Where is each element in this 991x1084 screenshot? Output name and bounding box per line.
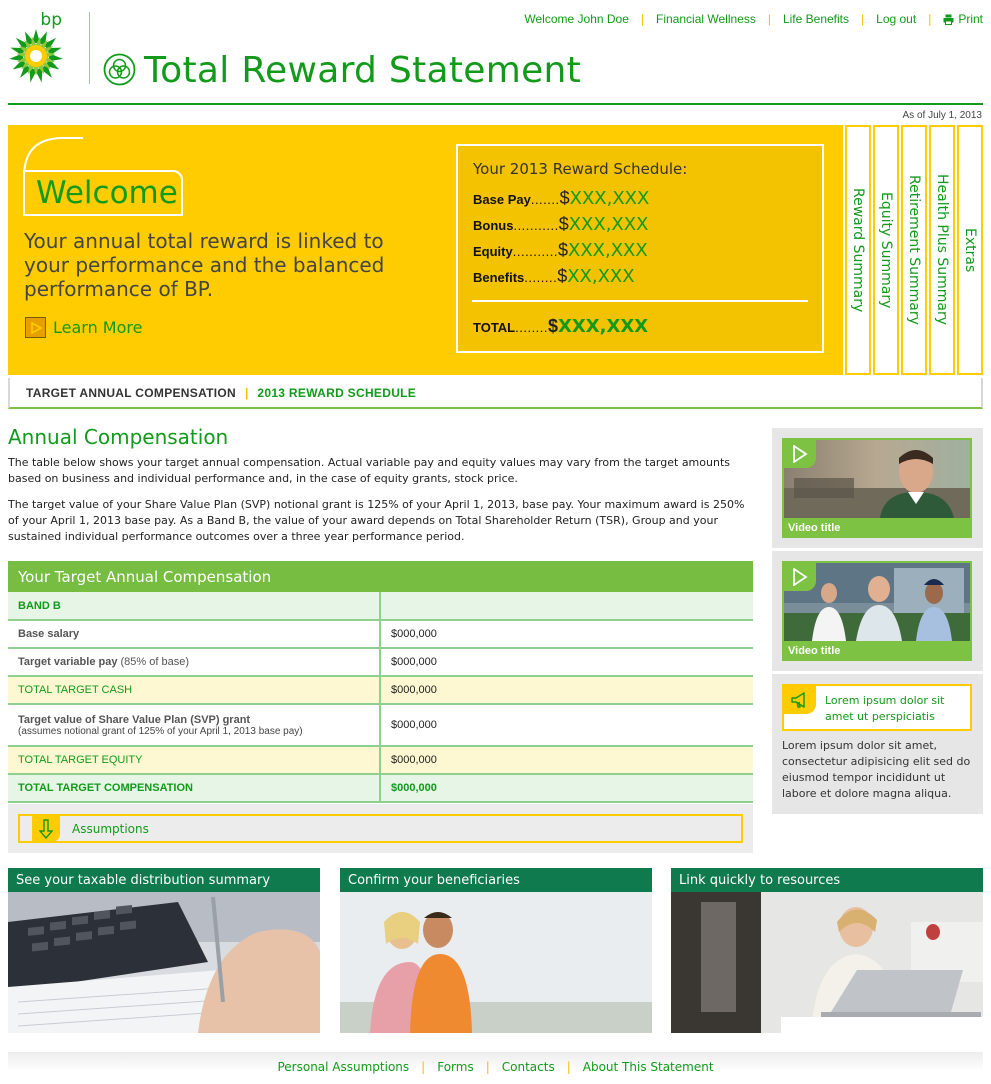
- schedule-divider: [472, 300, 808, 302]
- video-card-1[interactable]: [782, 438, 972, 538]
- learn-more-label: Learn More: [53, 318, 143, 337]
- bp-logo-text: bp: [40, 10, 62, 30]
- video-panel-1: [772, 428, 983, 548]
- schedule-currency: $: [548, 316, 559, 336]
- video-panel-2: [772, 551, 983, 671]
- hero-body-text: Your annual total reward is linked to your performance and the balanced performance of BP.: [24, 229, 385, 301]
- tab-label: Extras: [962, 227, 978, 273]
- row-value: $000,000: [380, 620, 753, 648]
- row-label-sub: (assumes notional grant of 125% of your April 1, 2013 base pay): [18, 725, 303, 737]
- section-subnav: [8, 378, 983, 409]
- compensation-table-panel: [8, 561, 753, 803]
- tab-health-plus-summary[interactable]: [929, 125, 955, 375]
- schedule-currency: $: [558, 214, 569, 234]
- row-value: $000,000: [380, 704, 753, 746]
- assumptions-toggle[interactable]: [18, 814, 743, 843]
- tab-reward-summary[interactable]: [845, 125, 871, 375]
- top-nav: [524, 12, 983, 26]
- tab-equity-summary[interactable]: [873, 125, 899, 375]
- table-row-base-salary: [8, 620, 753, 648]
- row-value: $000,000: [380, 676, 753, 704]
- nav-separator: |: [928, 12, 932, 26]
- card-title: Link quickly to resources: [671, 868, 983, 892]
- footer-link-contacts[interactable]: Contacts: [501, 1060, 555, 1074]
- row-label: TOTAL TARGET EQUITY: [8, 746, 380, 774]
- card-taxable-distribution[interactable]: [8, 868, 320, 1033]
- promo-panel: [772, 674, 983, 814]
- schedule-label: Benefits: [473, 270, 525, 285]
- video-card-2[interactable]: [782, 561, 972, 661]
- schedule-dots: ...........: [513, 218, 559, 233]
- row-value: $000,000: [380, 746, 753, 774]
- nav-separator: |: [767, 12, 771, 26]
- footer-separator: |: [485, 1060, 490, 1074]
- row-label: Base salary: [8, 620, 380, 648]
- card-title: Confirm your beneficiaries: [340, 868, 652, 892]
- row-label-text: Target variable pay: [18, 656, 118, 668]
- schedule-row-benefits: [473, 266, 635, 287]
- table-row-band: [8, 592, 753, 620]
- schedule-total-amount: XXX,XXX: [558, 316, 649, 337]
- band-value: [380, 592, 753, 620]
- schedule-label: Equity: [473, 244, 513, 259]
- row-label: [8, 704, 380, 746]
- section-title: Annual Compensation: [8, 425, 229, 449]
- subnav-separator: |: [245, 385, 249, 400]
- row-label-note: (85% of base): [120, 656, 189, 668]
- nav-separator: |: [861, 12, 865, 26]
- tab-label: Health Plus Summary: [934, 174, 950, 326]
- learn-more-button[interactable]: [25, 317, 142, 338]
- schedule-title: Your 2013 Reward Schedule:: [473, 160, 688, 178]
- promo-callout[interactable]: [782, 684, 972, 731]
- schedule-row-equity: [473, 240, 648, 261]
- header-rule: [8, 103, 983, 105]
- schedule-dots: ........: [524, 270, 558, 285]
- bp-logo[interactable]: [8, 10, 64, 84]
- promo-body: Lorem ipsum dolor sit amet, consectetur adipisicing elit sed do eiusmod tempor incididunt ut labore et dolore magna aliqua.: [782, 739, 971, 800]
- schedule-currency: $: [557, 266, 568, 286]
- schedule-amount: XX,XXX: [567, 266, 635, 287]
- band-label: BAND B: [8, 592, 380, 620]
- subnav-reward-schedule[interactable]: 2013 REWARD SCHEDULE: [257, 385, 417, 400]
- welcome-title: Welcome: [36, 175, 178, 211]
- footer-separator: |: [566, 1060, 571, 1074]
- row-value: $000,000: [380, 648, 753, 676]
- helios-icon: [8, 28, 64, 84]
- welcome-user-link[interactable]: Welcome John Doe: [524, 12, 629, 26]
- print-link[interactable]: [943, 12, 983, 26]
- arrow-down-icon: [32, 815, 60, 842]
- card-beneficiaries[interactable]: [340, 868, 652, 1033]
- tab-retirement-summary[interactable]: [901, 125, 927, 375]
- page-title: Total Reward Statement: [144, 50, 582, 91]
- table-row-total-equity: [8, 746, 753, 774]
- schedule-row-base-pay: [473, 188, 649, 209]
- tab-label: Reward Summary: [850, 187, 866, 313]
- card-image-laptop: [671, 892, 983, 1033]
- assumptions-panel: [8, 804, 753, 853]
- schedule-row-bonus: [473, 214, 648, 235]
- promo-title: Lorem ipsum dolor sit amet ut perspiciatis: [825, 694, 945, 723]
- tab-label: Retirement Summary: [906, 175, 922, 325]
- as-of-date: As of July 1, 2013: [902, 110, 982, 121]
- video-title-2: Video title: [788, 645, 841, 657]
- schedule-dots: .......: [530, 192, 560, 207]
- video-title-1: Video title: [788, 522, 841, 534]
- schedule-currency: $: [559, 188, 570, 208]
- schedule-row-total: [473, 316, 648, 337]
- row-label-text: Target value of Share Value Plan (SVP) grant: [18, 713, 251, 726]
- schedule-amount: XXX,XXX: [568, 214, 649, 235]
- schedule-amount: XXX,XXX: [567, 240, 648, 261]
- footer-separator: |: [421, 1060, 426, 1074]
- schedule-total-label: TOTAL: [473, 320, 516, 335]
- tab-label: Equity Summary: [878, 191, 894, 309]
- footer-link-about[interactable]: About This Statement: [582, 1060, 714, 1074]
- schedule-amount: XXX,XXX: [569, 188, 650, 209]
- footer-link-personal-assumptions[interactable]: Personal Assumptions: [277, 1060, 410, 1074]
- card-image-family: [340, 892, 652, 1033]
- table-row-total-cash: [8, 676, 753, 704]
- schedule-currency: $: [557, 240, 568, 260]
- schedule-dots: ........: [515, 320, 549, 335]
- row-label: TOTAL TARGET COMPENSATION: [8, 774, 380, 802]
- row-value: $000,000: [380, 774, 753, 802]
- row-label: [8, 648, 380, 676]
- subnav-target-annual-compensation[interactable]: TARGET ANNUAL COMPENSATION: [26, 385, 237, 400]
- financial-wellness-link[interactable]: Financial Wellness: [656, 12, 756, 26]
- welcome-hero: [8, 125, 843, 375]
- printer-icon: [943, 14, 954, 25]
- footer-link-forms[interactable]: Forms: [437, 1060, 474, 1074]
- schedule-label: Bonus: [473, 218, 514, 233]
- intro-paragraph: The table below shows your target annual compensation. Actual variable pay and equity values may vary from the target amounts based on business and individual performance and, in the case of equity grants, stock price.: [8, 456, 730, 485]
- table-row-svp: [8, 704, 753, 746]
- schedule-dots: ...........: [512, 244, 558, 259]
- play-icon: [25, 317, 46, 338]
- svp-paragraph: The target value of your Share Value Plan (SVP) notional grant is 125% of your April 1, 2013, base pay. Your maximum award is 250% of your April 1, 2013 base pay. As a Band B, the value of your award depends on Total Shareholder Return (TSR), Group and your sustained individual performance outcomes over a three year performance period.: [8, 498, 745, 543]
- logout-link[interactable]: Log out: [876, 12, 917, 26]
- play-icon: [784, 563, 816, 591]
- card-image-writing: [8, 892, 320, 1033]
- compensation-table: [8, 592, 753, 803]
- card-title: See your taxable distribution summary: [8, 868, 320, 892]
- table-row-variable-pay: [8, 648, 753, 676]
- nav-separator: |: [640, 12, 645, 26]
- megaphone-icon: [784, 686, 816, 714]
- print-label[interactable]: Print: [958, 12, 983, 26]
- table-row-total-compensation: [8, 774, 753, 802]
- row-label: TOTAL TARGET CASH: [8, 676, 380, 704]
- card-resources[interactable]: [671, 868, 983, 1033]
- compensation-table-header: Your Target Annual Compensation: [8, 561, 753, 592]
- header-divider: [89, 12, 90, 84]
- play-icon: [784, 440, 816, 468]
- reward-schedule-box: [456, 144, 824, 353]
- schedule-label: Base Pay: [473, 192, 531, 207]
- tab-extras[interactable]: [957, 125, 983, 375]
- footer-nav: [0, 1060, 991, 1074]
- rings-icon: [103, 53, 136, 86]
- assumptions-label: Assumptions: [72, 821, 149, 836]
- life-benefits-link[interactable]: Life Benefits: [782, 12, 850, 26]
